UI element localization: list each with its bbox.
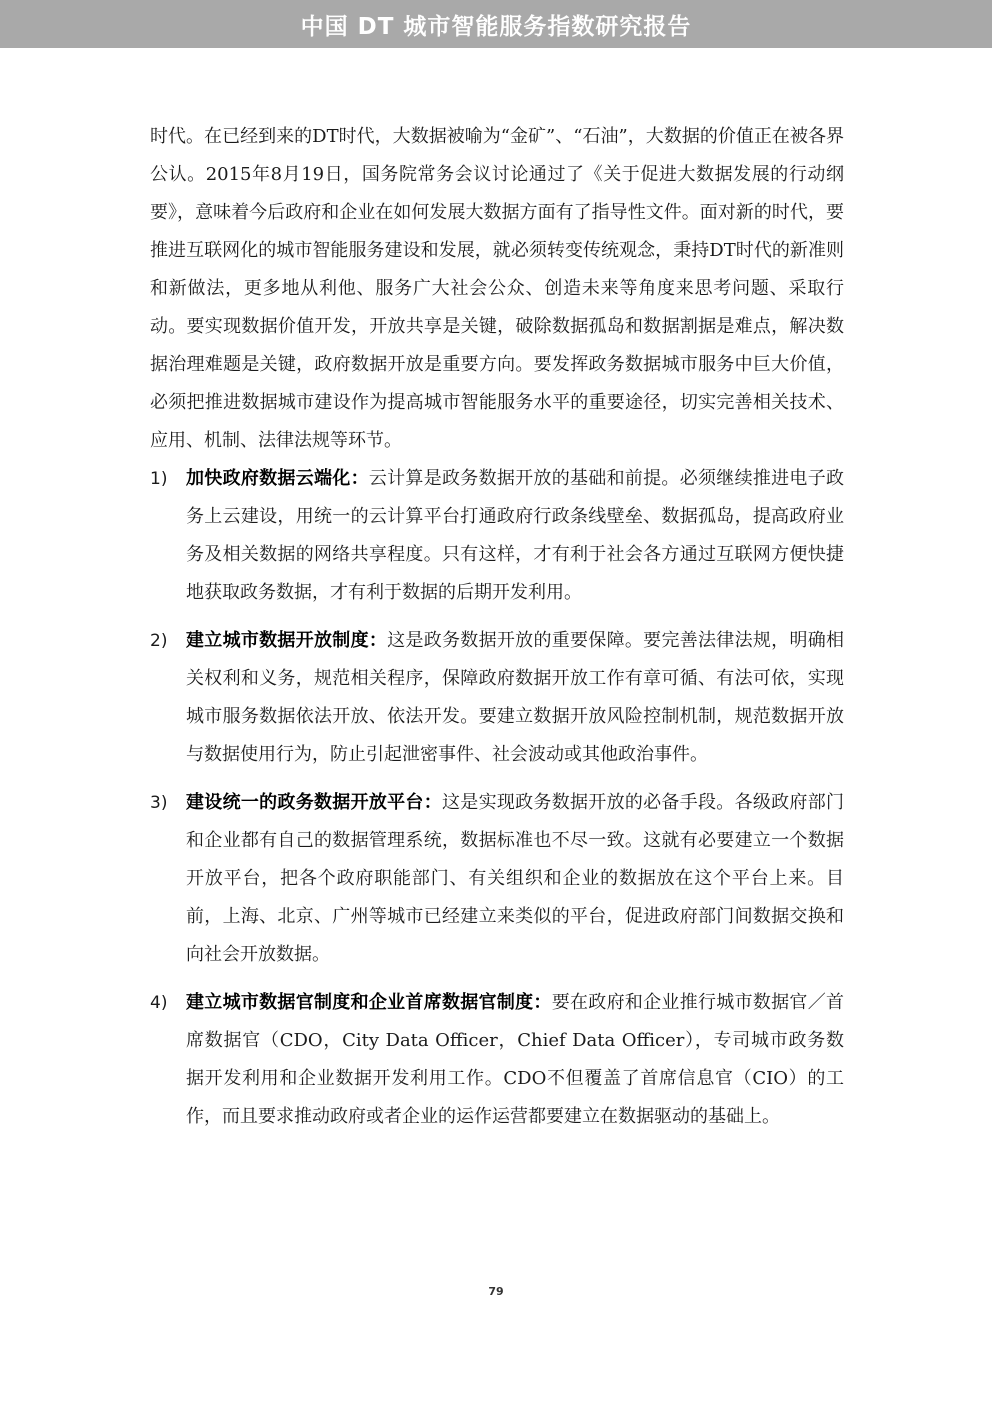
list-item-number: 3) (150, 793, 168, 813)
list-item (150, 460, 844, 612)
list-item-title: 加快政府数据云端化： (186, 468, 369, 489)
list-item-text (186, 460, 844, 612)
list-item-number: 4) (150, 993, 168, 1013)
page-number: 79 (488, 1285, 504, 1298)
list-item-body: 这是政务数据开放的重要保障。要完善法律法规，明确相关权利和义务，规范相关程序，保障政府数据开放工作有章可循、有法可依，实现城市服务数据依法开放、依法开发。要建立数据开放风险控制机制，规范数据开放与数据使用行为，防止引起泄密事件、社会波动或其他政治事件。 (186, 630, 845, 765)
list-item-body: 云计算是政务数据开放的基础和前提。必须继续推进电子政务上云建设，用统一的云计算平台打通政府行政条线壁垒、数据孤岛，提高政府业务及相关数据的网络共享程度。只有这样，才有利于社会各方通过互联网方便快捷地获取政务数据，才有利于数据的后期开发利用。 (186, 468, 844, 603)
list-item-title: 建设统一的政务数据开放平台： (186, 792, 442, 813)
page-body (150, 118, 844, 1136)
list-item (150, 622, 844, 774)
list-item-text (186, 784, 844, 974)
report-title: 中国 DT 城市智能服务指数研究报告 (300, 13, 692, 40)
header-band (0, 0, 992, 48)
list-item-number: 1) (150, 469, 168, 489)
list-item-body: 这是实现政务数据开放的必备手段。各级政府部门和企业都有自己的数据管理系统，数据标准也不尽一致。这就有必要建立一个数据开放平台，把各个政府职能部门、有关组织和企业的数据放在这个平台上来。目前，上海、北京、广州等城市已经建立来类似的平台，促进政府部门间数据交换和向社会开放数据。 (186, 792, 844, 965)
list-item-number: 2) (150, 631, 168, 651)
list-item (150, 984, 844, 1136)
intro-paragraph: 时代。在已经到来的DT时代，大数据被喻为“金矿”、“石油”，大数据的价值正在被各界公认。2015年8月19日，国务院常务会议讨论通过了《关于促进大数据发展的行动纲要》，意味着今后政府和企业在如何发展大数据方面有了指导性文件。面对新的时代，要推进互联网化的城市智能服务建设和发展，就必须转变传统观念，秉持DT时代的新准则和新做法，更多地从利他、服务广大社会公众、创造未来等角度来思考问题、采取行动。要实现数据价值开发，开放共享是关键，破除数据孤岛和数据割据是难点，解决数据治理难题是关键，政府数据开放是重要方向。要发挥政务数据城市服务中巨大价值，必须把推进数据城市建设作为提高城市智能服务水平的重要途径，切实完善相关技术、应用、机制、法律法规等环节。 (150, 126, 844, 451)
list-item-body: 要在政府和企业推行城市数据官／首席数据官（CDO，City Data Officer，Chief Data Officer），专司城市政务数据开发利用和企业数据开发利用工作。CDO不但覆盖了首席信息官（CIO）的工作，而且要求推动政府或者企业的运作运营都要建立在数据驱动的基础上。 (186, 992, 845, 1127)
list-item-text (186, 622, 844, 774)
list-item (150, 784, 844, 974)
list-item-text (186, 984, 844, 1136)
list-item-title: 建立城市数据开放制度： (186, 630, 388, 651)
list-item-title: 建立城市数据官制度和企业首席数据官制度： (186, 992, 552, 1013)
